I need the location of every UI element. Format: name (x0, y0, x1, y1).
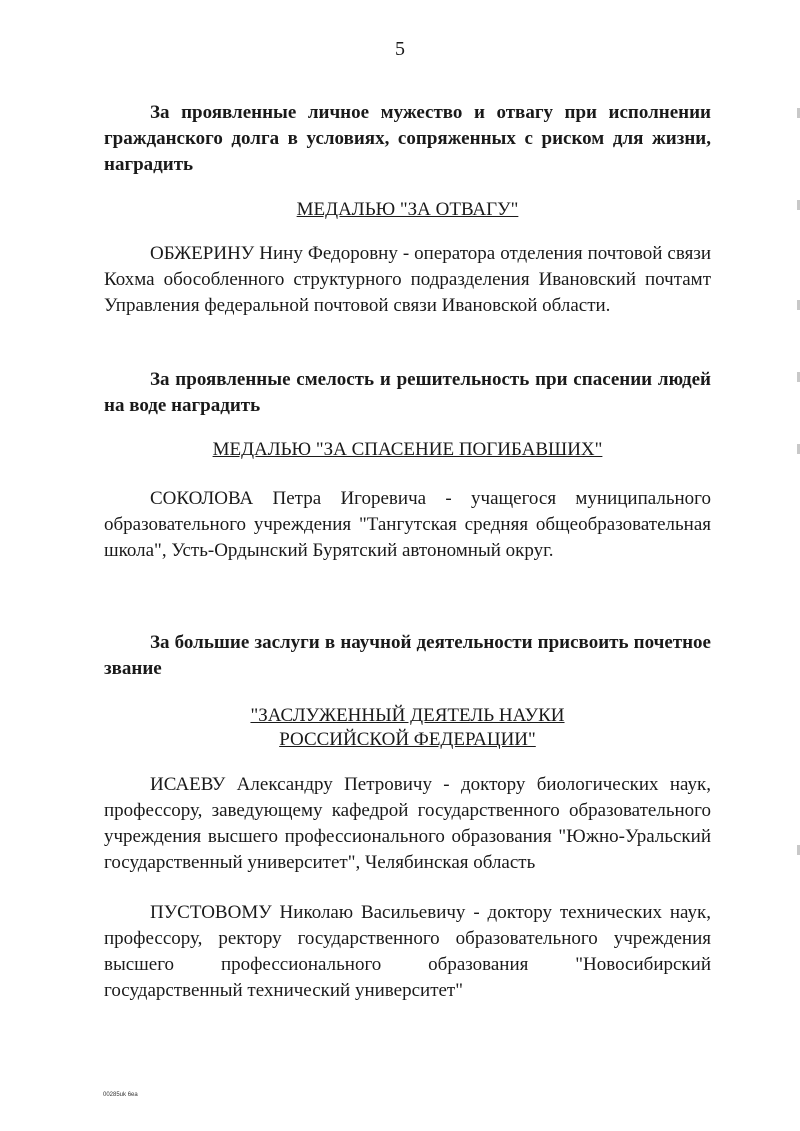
section-3-entry-2: ПУСТОВОМУ Николаю Васильевичу - доктору технических наук, профессору, ректору государственного образовательного учреждения высшего профессионального образования "Новосибирский государственный технический университет" (104, 902, 711, 1001)
section-2-entry-1: СОКОЛОВА Петра Игоревича - учащегося муниципального образовательного учреждения "Тангутская средняя общеобразовательная школа", Усть-Ордынский Бурятский автономный округ. (104, 488, 711, 561)
section-1-award-heading: МЕДАЛЬЮ "ЗА ОТВАГУ" (296, 199, 519, 220)
section-1-entry-1: ОБЖЕРИНУ Нину Федоровну - оператора отделения почтовой связи Кохма обособленного структурного подразделения Ивановский почтамт Управления федеральной почтовой связи Ивановской области. (104, 243, 711, 316)
section-3-intro: За большие заслуги в научной деятельности присвоить почетное звание (104, 632, 711, 679)
document-code: 00285uk 6ea (103, 1092, 138, 1098)
section-1-intro: За проявленные личное мужество и отвагу при исполнении гражданского долга в условиях, сопряженных с риском для жизни, наградить (104, 102, 711, 175)
section-3-entry-1: ИСАЕВУ Александру Петровичу - доктору биологических наук, профессору, заведующему кафедрой государственного образовательного учреждения высшего профессионального образования "Южно-Уральский государственный университет", Челябинская область (104, 774, 711, 873)
page-number: 5 (395, 38, 405, 60)
section-2-intro: За проявленные смелость и решительность при спасении людей на воде наградить (104, 369, 711, 416)
section-3-award-heading-line-2: РОССИЙСКОЙ ФЕДЕРАЦИИ" (279, 729, 536, 750)
section-3-award-heading-line-1: "ЗАСЛУЖЕННЫЙ ДЕЯТЕЛЬ НАУКИ (250, 705, 565, 726)
section-2-award-heading: МЕДАЛЬЮ "ЗА СПАСЕНИЕ ПОГИБАВШИХ" (212, 439, 603, 460)
